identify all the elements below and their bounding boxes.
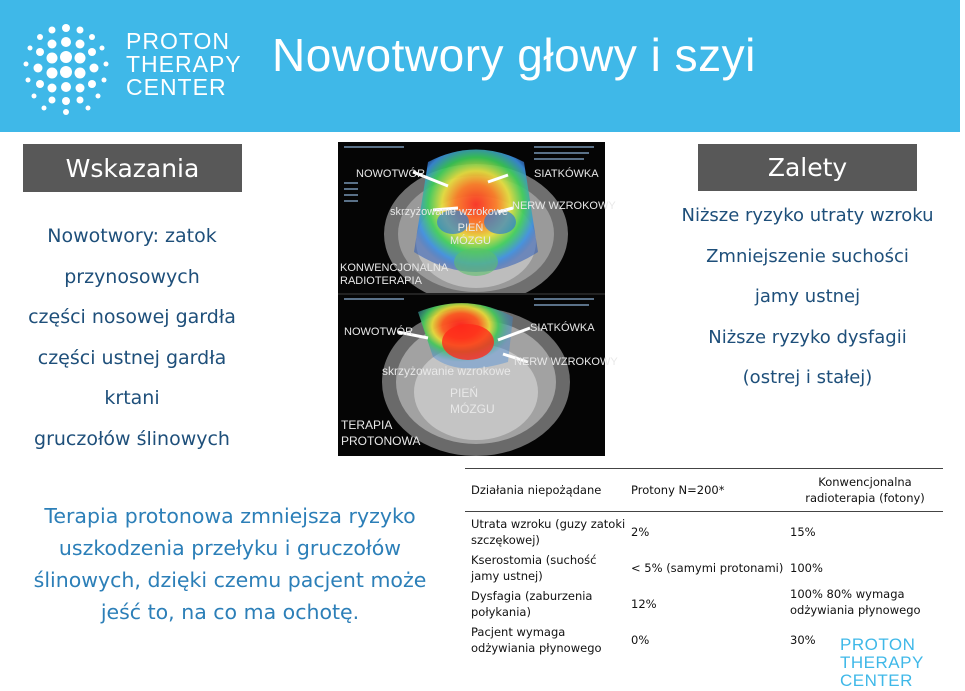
footer-logo-line-1: PROTON [840, 635, 916, 654]
proton-therapy-center-logo [18, 20, 248, 116]
scan-label-method-top-2: RADIOTERAPIA [340, 275, 422, 287]
list-item: Niższe ryzyko dysfagii [708, 326, 907, 348]
table-cell: < 5% (samymi protonami) [631, 561, 784, 575]
footer-logo-line-3: CENTER [840, 671, 913, 690]
logo-line-3: CENTER [126, 74, 227, 100]
page-title: Nowotwory głowy i szyi [272, 29, 756, 81]
table-header-cell: Działania niepożądane [471, 483, 602, 497]
list-item: jamy ustnej [754, 286, 861, 307]
footer-logo-line-2: THERAPY [840, 653, 924, 672]
table-cell: 100% [790, 561, 823, 575]
scan-label-brainstem-top: PIEŃ MÓZGU [450, 222, 491, 247]
advantages-heading: Zalety [698, 144, 917, 191]
dose-distribution-scan [338, 142, 618, 456]
footer-logo [840, 636, 924, 690]
list-item: Zmniejszenie suchości [706, 245, 909, 267]
indications-list [12, 220, 252, 463]
table-cell: Kserostomia (suchość jamy ustnej) [471, 553, 597, 583]
list-item: części nosowej gardła [28, 306, 236, 328]
scan-label-retina-top: SIATKÓWKA [534, 168, 599, 180]
logo-line-2: THERAPY [126, 51, 242, 77]
scan-label-tumor-top: NOWOTWÓR [356, 168, 426, 180]
list-item: Nowotwory: zatok [47, 225, 217, 247]
dots-logo-icon [18, 20, 114, 116]
scan-label-method-bottom-1: TERAPIA [341, 418, 393, 432]
scan-label-brainstem-bottom-2: MÓZGU [450, 402, 495, 416]
scan-label-brainstem-bottom-1: PIEŃ [450, 386, 479, 400]
logo-wordmark [126, 30, 242, 99]
scan-label-retina-bottom: SIATKÓWKA [530, 322, 595, 334]
table-cell: 12% [631, 597, 657, 611]
table-cell: 30% [790, 633, 816, 647]
table-cell: Pacjent wymaga odżywiania płynowego [471, 625, 602, 655]
scan-label-method-bottom-2: PROTONOWA [341, 434, 421, 448]
header-band [0, 0, 960, 132]
list-item: przynosowych [64, 265, 200, 288]
table-cell: 15% [790, 525, 816, 539]
scan-label-tumor-bottom: NOWOTWÓR [344, 326, 414, 338]
scan-label-optic-nerve-top: NERW WZROKOWY [512, 200, 616, 212]
list-item: części ustnej gardła [37, 346, 227, 369]
logo-line-1: PROTON [126, 28, 230, 54]
benefit-paragraph: Terapia protonowa zmniejsza ryzyko uszkodzenia przełyku i gruczołów ślinowych, dzięki czemu pacjent może jeść to, na co ma ochotę. [33, 504, 427, 624]
table-header-cell: Konwencjonalna radioterapia (fotony) [805, 475, 925, 505]
table-cell: 100% 80% wymaga odżywiania płynowego [790, 587, 921, 617]
table-cell: 0% [631, 633, 650, 647]
table-header-cell: Protony N=200* [631, 483, 725, 497]
indications-heading: Wskazania [23, 144, 242, 192]
advantages-list [650, 200, 965, 403]
list-item: (ostrej i stałej) [742, 367, 873, 388]
scan-label-chiasm-top: skrzyżowanie wzrokowe [390, 206, 508, 218]
list-item: Niższe ryzyko utraty wzroku [681, 205, 934, 226]
table-cell: Dysfagia (zaburzenia połykania) [471, 589, 593, 619]
list-item: krtani [104, 387, 160, 409]
table-cell: Utrata wzroku (guzy zatoki szczękowej) [471, 517, 626, 547]
scan-label-optic-nerve-bottom: NERW WZROKOWY [514, 356, 618, 368]
scan-label-method-top-1: KONWENCJONALNA [340, 262, 449, 274]
table-cell: 2% [631, 525, 650, 539]
list-item: gruczołów ślinowych [34, 427, 230, 450]
scan-label-chiasm-bottom: skrzyżowanie wzrokowe [382, 364, 511, 378]
